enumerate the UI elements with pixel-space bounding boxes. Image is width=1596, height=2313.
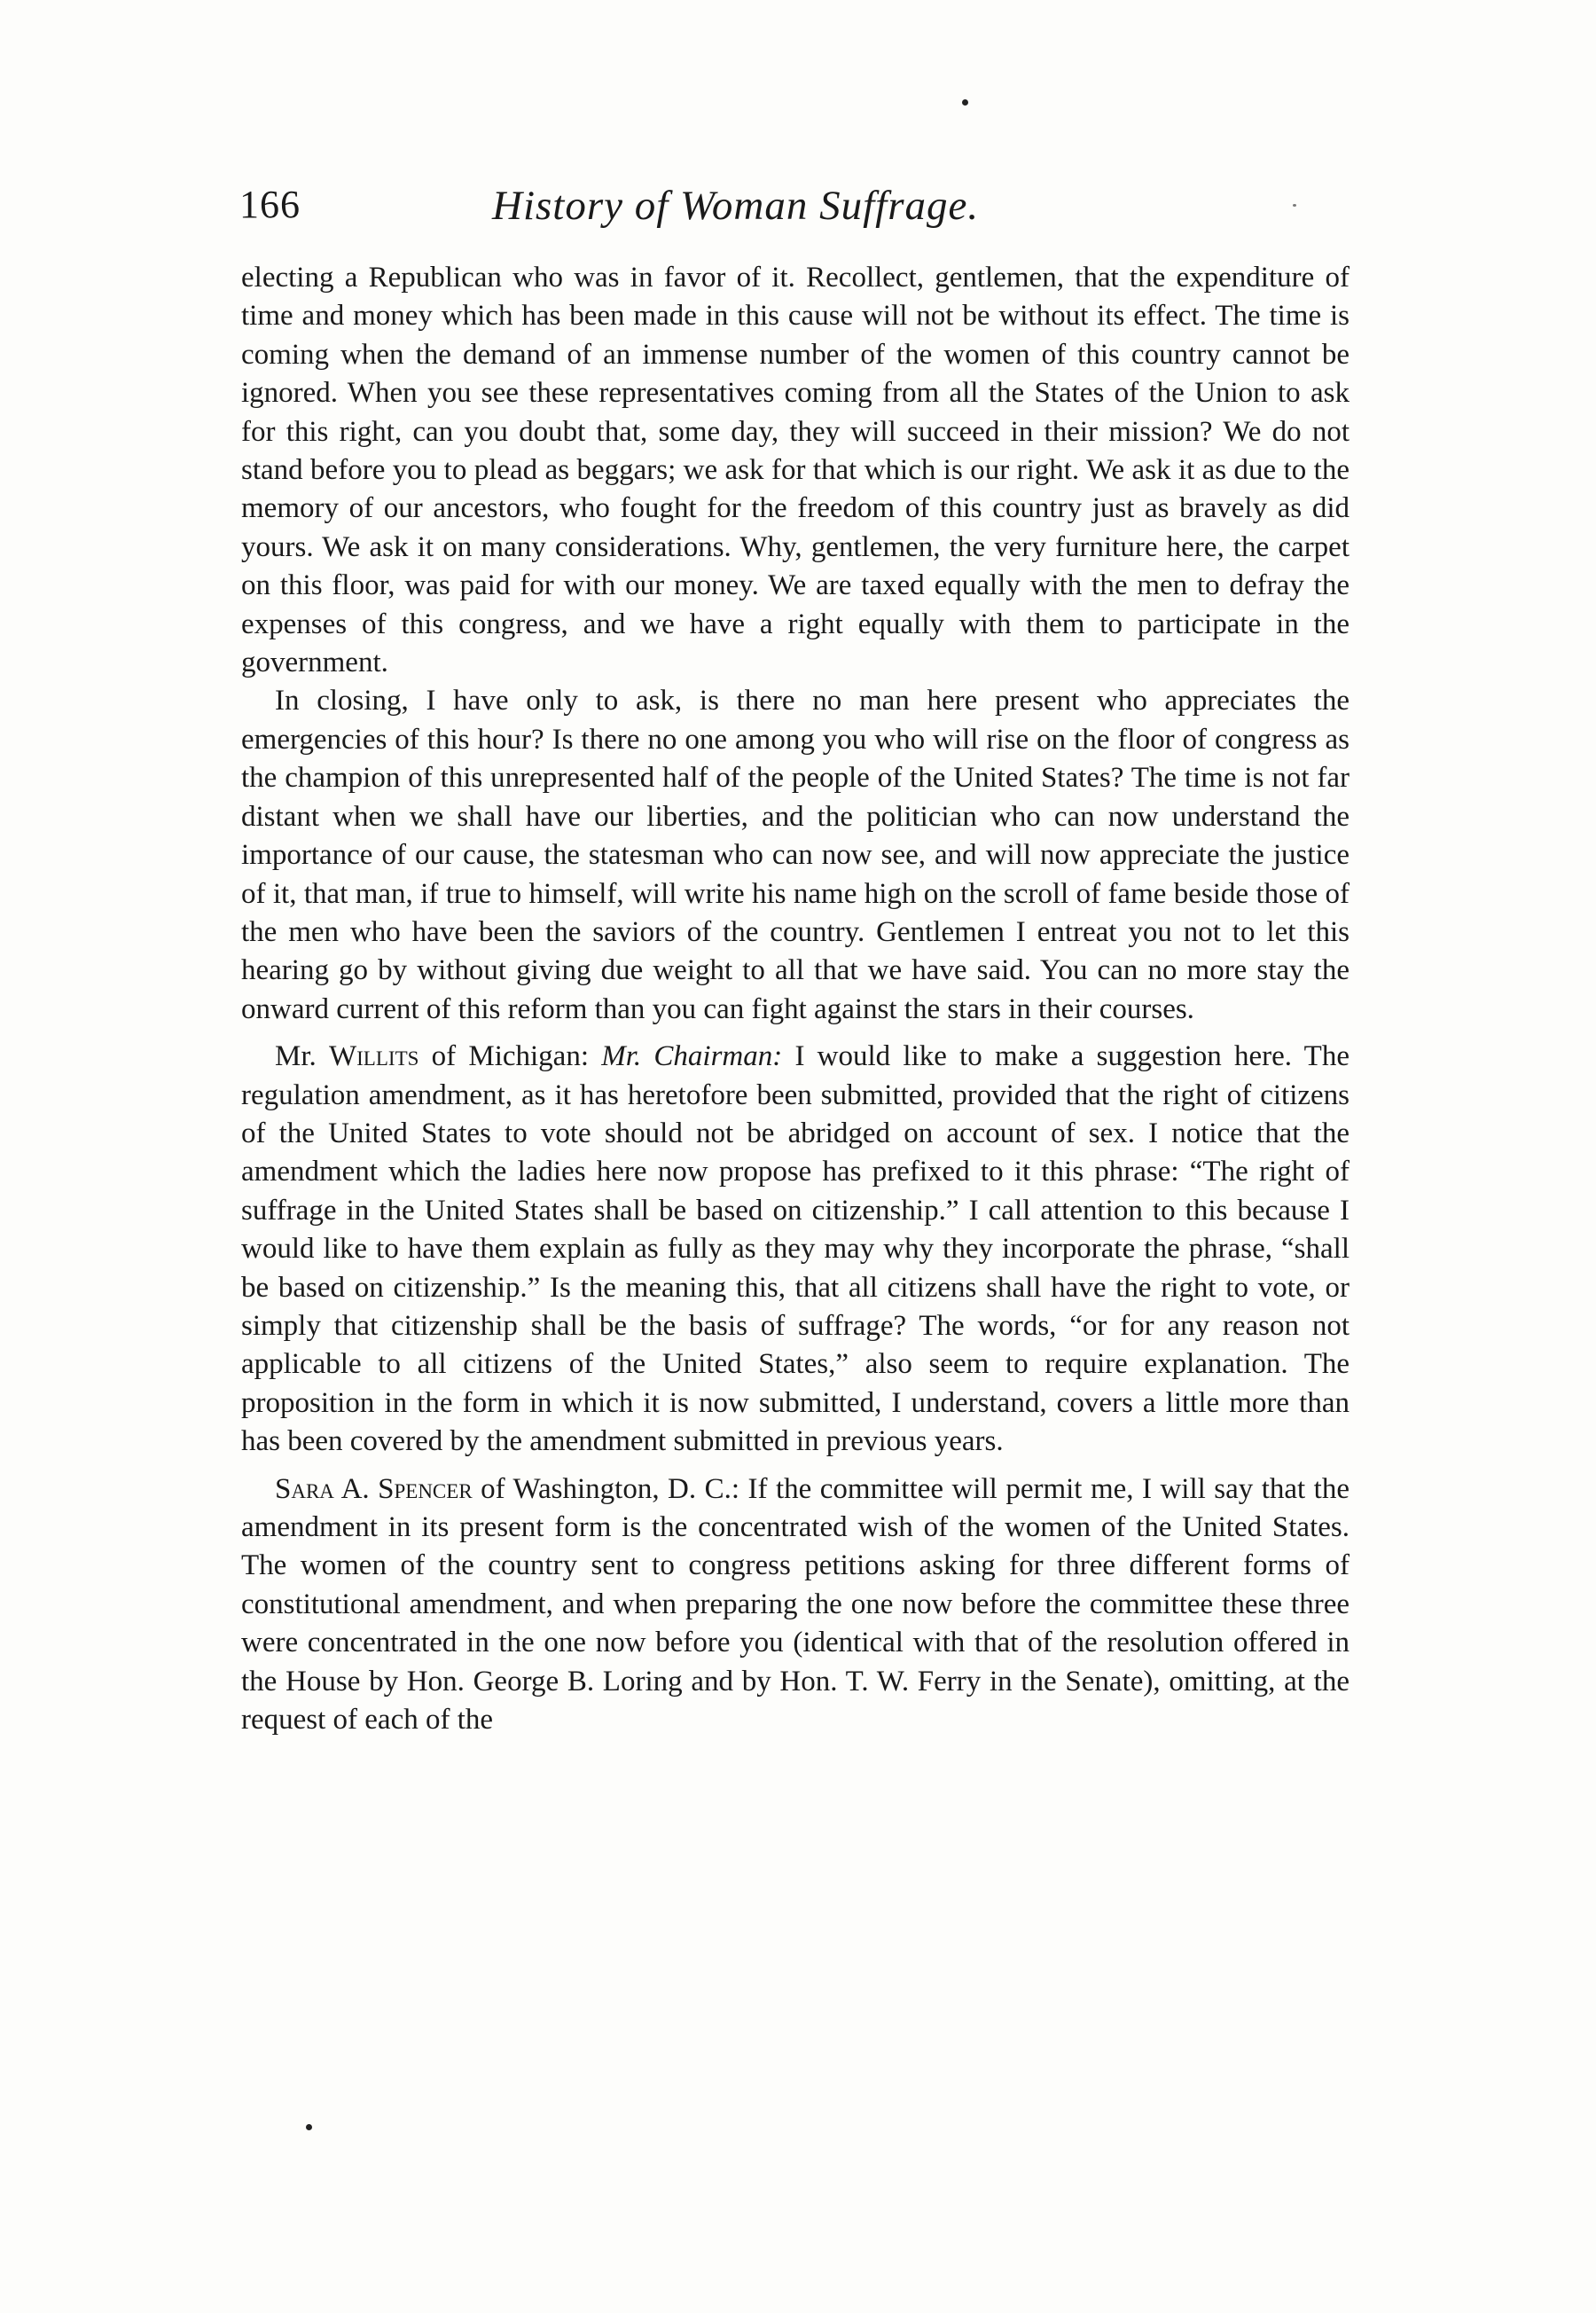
scan-speck [962,99,968,106]
paragraph-text: If the committee will permit me, I will say that the amendment in its present form is the concentrated wish of the women of the United States. The women of the country sent to congress petitions asking for three different forms of constitutional amendment, and when preparing the one now before the committee these three were concentrated in the one now before you (identical with that of the resolution offered in the House by Hon. George B. Loring and by Hon. T. W. Ferry in the Senate), omitting, at the request of each of the [241,1472,1350,1737]
paragraph-closing: In closing, I have only to ask, is there no man here present who appreciates the emergencies of this hour? Is there no one among you who will rise on the floor of congress as the champion of this unrepresented half of the people of the United States? The time is not far distant when we shall have our liberties, and the politician who can now understand the importance of our cause, the statesman who can now see, and will now appreciate the justice of it, that man, if true to himself, will write his name high on the scroll of fame beside those of the men who have been the saviors of the country. Gentlemen I entreat you not to let this hearing go by without giving due weight to all that we have said. You can no more stay the onward current of this reform than you can fight against the stars in their courses. [241,685,1350,1025]
scan-speck [1293,204,1296,207]
speaker-prefix: Mr. [275,1040,329,1073]
running-title: History of Woman Suffrage. [492,183,980,229]
address: Mr. Chairman: [601,1040,783,1073]
speaker-name: Sara A. Spencer [275,1472,473,1505]
speaker-suffix: of Michigan: [419,1040,602,1073]
body-text [241,259,1350,1739]
paragraph-willits [241,1038,1350,1461]
scan-speck [306,2124,312,2130]
paragraph-continuation: electing a Republican who was in favor of it. Recollect, gentlemen, that the expenditure of time and money which has been made in this cause will not be without its effect. The time is coming when the demand of an immense number of the women of this country cannot be ignored. When you see these representatives coming from all the States of the Union to ask for this right, can you doubt that, some day, they will succeed in their mission? We do not stand before you to plead as beggars; we ask for that which is our right. We ask it as due to the memory of our ancestors, who fought for the freedom of this country just as bravely as did yours. We ask it on many considerations. Why, gentlemen, the very furniture here, the carpet on this floor, was paid for with our money. We are taxed equally with the men to defray the expenses of this congress, and we have a right equally with them to participate in the government. [241,262,1350,679]
paragraph-spencer [241,1470,1350,1740]
page-header [239,182,1357,244]
paragraph-text: I would like to make a suggestion here. The regulation amendment, as it has heretofore been submitted, provided that the right of citizens of the United States to vote should not be abridged on account of sex. I notice that the amendment which the ladies here now propose has prefixed to it this phrase: “The right of suffrage in the United States shall be based on citizenship.” I call attention to this because I would like to have them explain as fully as they may why they incorporate the phrase, “shall be based on citizenship.” Is the meaning this, that all citizens shall have the right to vote, or simply that citizenship shall be the basis of suffrage? The words, “or for any reason not applicable to all citizens of the United States,” also seem to require explanation. The proposition in the form in which it is now submitted, I understand, covers a little more than has been covered by the amendment submitted in previous years. [241,1040,1350,1458]
speaker-suffix: of Washington, D. C.: [472,1472,748,1505]
speaker-name: Willits [329,1040,419,1073]
page-number: 166 [239,183,301,226]
